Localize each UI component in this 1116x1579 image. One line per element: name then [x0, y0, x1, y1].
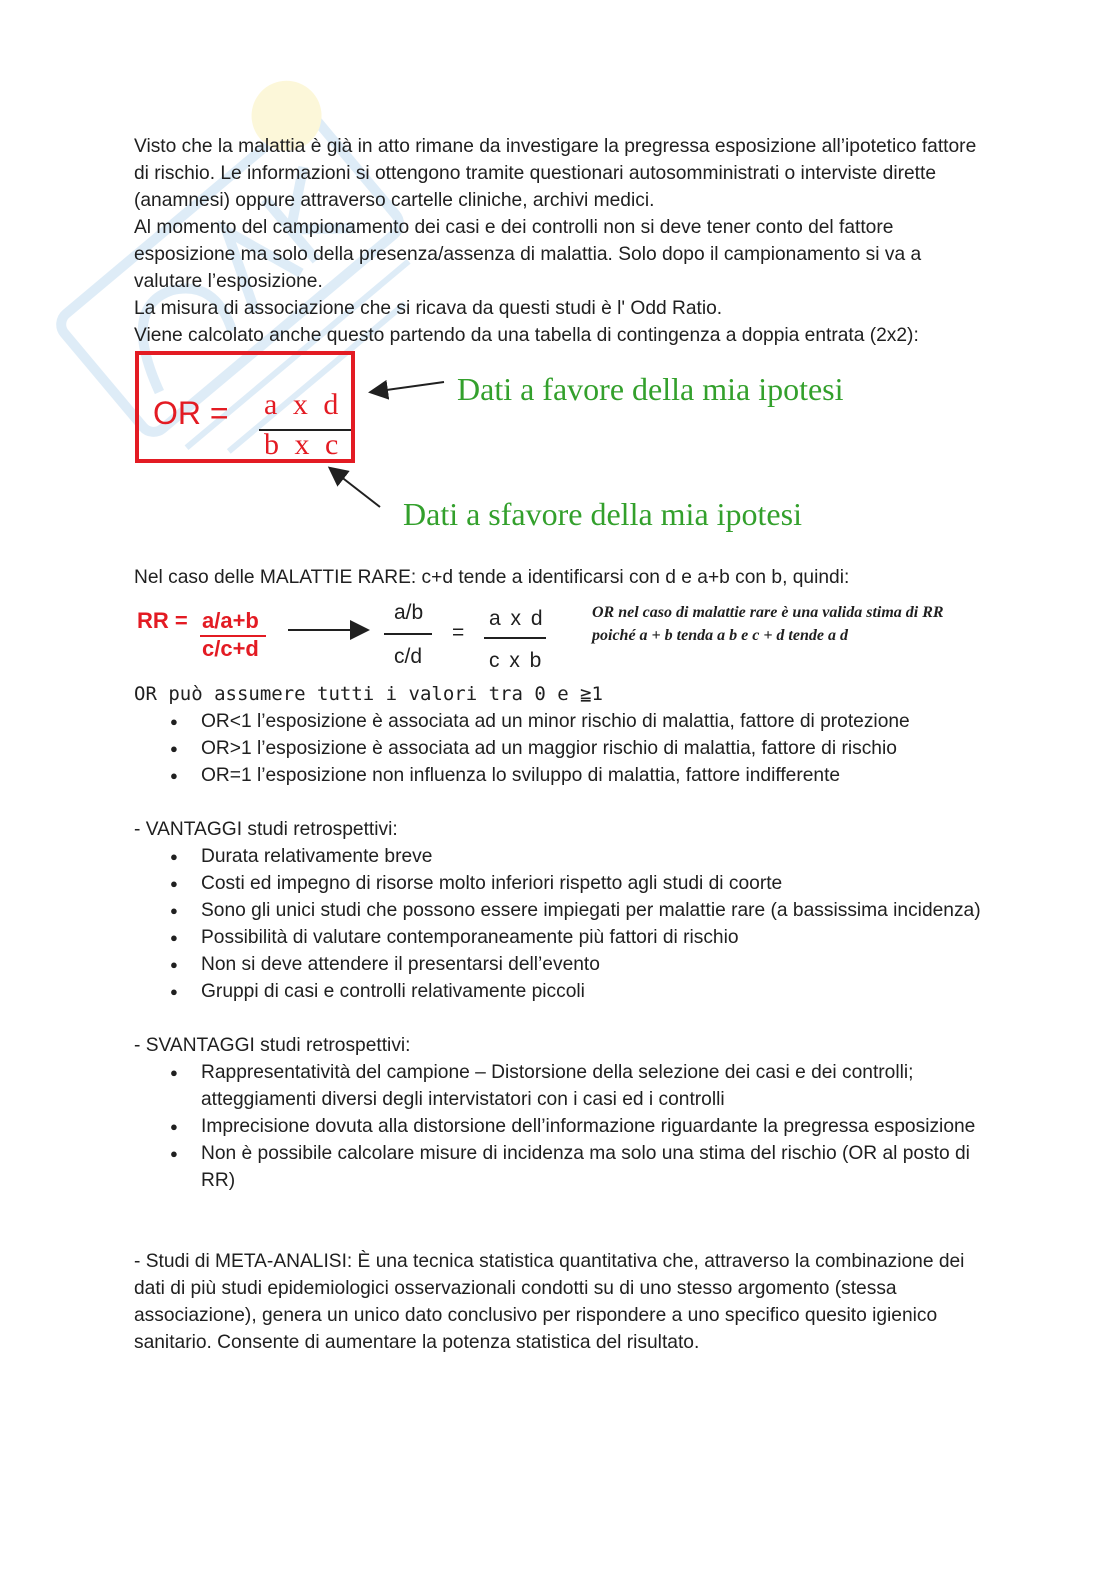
vantaggi-list [134, 843, 984, 1005]
svantaggi-heading: - SVANTAGGI studi retrospettivi: [134, 1035, 411, 1056]
against-text: Dati a sfavore della mia ipotesi [403, 496, 802, 532]
meta-analysis-paragraph: - Studi di META-ANALISI: È una tecnica statistica quantitativa che, attraverso la combinazione dei dati di più studi epidemiologici osservazionali condotti su di uno stesso argomento (stessa associazione), genera un unico dato conclusivo per rispondere a uno specifico quesito igienico sanitario. Consente di aumentare la potenza statistica del risultato. [134, 1251, 965, 1353]
list-item: ● Rappresentatività del campione – Distorsione della selezione dei casi e dei controlli; atteggiamenti diversi degli intervistatori con i casi ed i controlli [134, 1059, 984, 1113]
rare-note: OR nel caso di malattie rare è una valida stima di RR poiché a + b tenda a b e c + d tende a d [592, 604, 944, 644]
rr-formula-figure [134, 591, 984, 681]
rr-label: RR = [137, 608, 188, 633]
mid-numerator: a/b [394, 601, 424, 624]
or-label: OR = [153, 395, 229, 431]
or-formula-figure [134, 349, 984, 564]
arrow-right-icon [134, 591, 234, 651]
list-item: ● OR=1 l’esposizione non influenza lo sviluppo di malattia, fattore indifferente [134, 762, 984, 789]
arrows-icon [134, 349, 434, 564]
or-denominator: b x c [264, 428, 343, 461]
result-fraction-bar [484, 637, 546, 639]
list-item: ● Sono gli unici studi che possono essere impiegati per malattie rare (a bassissima incidenza) [134, 897, 984, 924]
list-item: ● Non è possibile calcolare misure di incidenza ma solo una stima del rischio (OR al posto di RR) [134, 1140, 984, 1194]
equals-sign: = [452, 621, 465, 644]
rr-numerator: a/a+b [202, 608, 259, 633]
paragraph-intro: Visto che la malattia è già in atto rimane da investigare la pregressa esposizione all’ipotetico fattore di rischio. Le informazioni si ottengono tramite questionari autosomministrati o interviste dirette (anamnesi) oppure attraverso cartelle cliniche, archivi medici. [134, 136, 977, 211]
or-numerator: a x d [264, 388, 343, 421]
rare-diseases-intro: Nel caso delle MALATTIE RARE: c+d tende a identificarsi con d e a+b con b, quindi: [134, 567, 850, 588]
list-item: ● Possibilità di valutare contemporaneamente più fattori di rischio [134, 924, 984, 951]
result-denominator: c x b [489, 649, 544, 672]
or-values-list [134, 708, 984, 789]
mid-denominator: c/d [394, 645, 423, 668]
list-item: ● Durata relativamente breve [134, 843, 984, 870]
list-item: ● Costi ed impegno di risorse molto inferiori rispetto agli studi di coorte [134, 870, 984, 897]
paragraph-contingency: Viene calcolato anche questo partendo da una tabella di contingenza a doppia entrata (2x2): [134, 325, 919, 346]
list-item: ● OR<1 l’esposizione è associata ad un minor rischio di malattia, fattore di protezione [134, 708, 984, 735]
list-item: ● Non si deve attendere il presentarsi dell’evento [134, 951, 984, 978]
vantaggi-heading: - VANTAGGI studi retrospettivi: [134, 819, 398, 840]
result-numerator: a x d [489, 607, 545, 630]
svantaggi-list [134, 1059, 984, 1194]
favor-text: Dati a favore della mia ipotesi [457, 371, 844, 407]
document-page [134, 133, 984, 1356]
paragraph-odd-ratio: La misura di associazione che si ricava da questi studi è l' Odd Ratio. [134, 298, 723, 319]
list-item: ● OR>1 l’esposizione è associata ad un maggior rischio di malattia, fattore di rischio [134, 735, 984, 762]
paragraph-sampling: Al momento del campionamento dei casi e dei controlli non si deve tener conto del fattore esposizione ma solo della presenza/assenza di malattia. Solo dopo il campionamento si va a valutare l’esposizione. [134, 217, 922, 292]
rr-denominator: c/c+d [202, 636, 259, 661]
list-item: ● Imprecisione dovuta alla distorsione dell’informazione riguardante la pregressa esposizione [134, 1113, 984, 1140]
list-item: ● Gruppi di casi e controlli relativamente piccoli [134, 978, 984, 1005]
mid-fraction-bar [384, 633, 432, 635]
or-values-intro: OR può assumere tutti i valori tra 0 e ≧1 [134, 683, 603, 705]
